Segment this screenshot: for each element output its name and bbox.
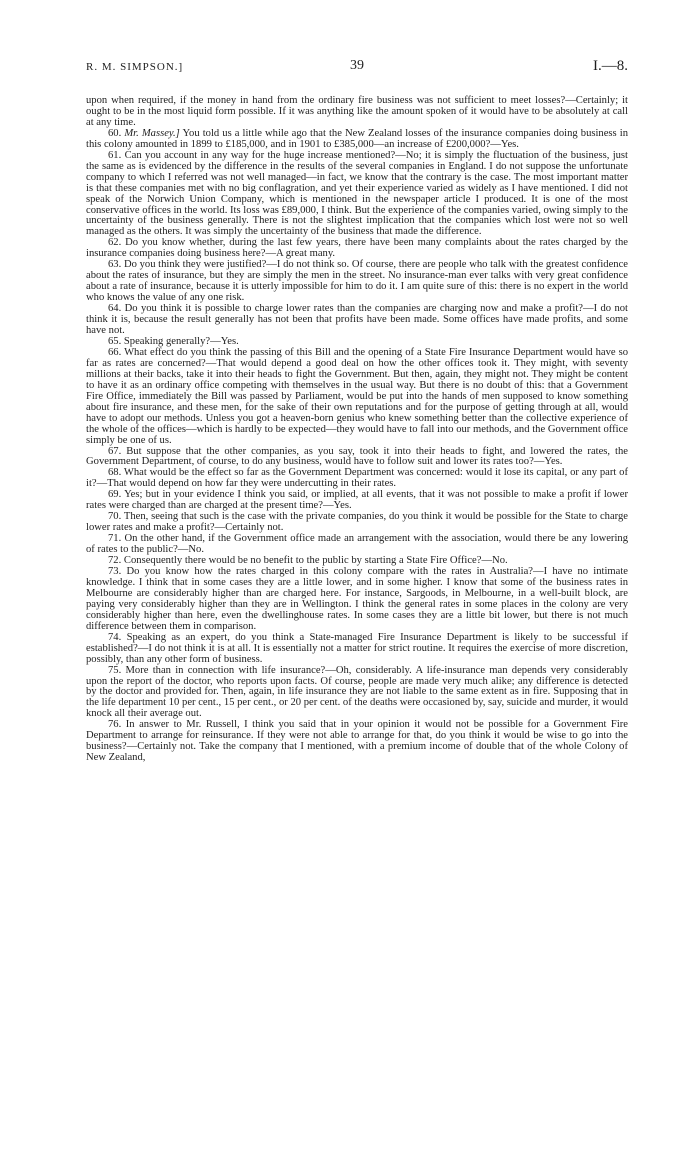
- paragraph-text: But suppose that the other companies, as you say, took it into their heads to fight, and lowered the rates, the Government Department, of course, to do any business, would have to follow suit and lower its rates too?—Yes.: [86, 445, 628, 468]
- question-paragraph: [86, 468, 628, 490]
- paragraph-text: What effect do you think the passing of this Bill and the opening of a State Fire Insurance Department would have so far as rates are concerned?—That would depend a good deal on how the other offices took it. They might, with seventy millions at their backs, take it into their heads to fight the Government. But then, again, they might not. They might be content to have it as an ordinary office competing with themselves in the usual way. But there is no doubt of this: that a Government Fire Office, immediately the Bill was passed by Parliament, would be put into the hands of men supposed to know something about fire insurance, and these men, for the sake of their own reputations and for the purpose of getting through at all, would have to adopt our methods. Unless you got a heaven-born genius who knew something better than the collective experience of the whole of the offices—which is hardly to be expected—they would have to fall into our methods, and the Government office simply be one of us.: [86, 346, 628, 446]
- body-text: [86, 96, 628, 764]
- paragraph-text: More than in connection with life insurance?—Oh, considerably. A life-insurance man depends very considerably upon the report of the doctor, who reports upon facts. Of course, people are made very much alike; any difference is detected by the doctor and provided for. Then, again, in life insurance they are not liable to the same extent as in fire. Supposing that in the life department 10 per cent., 15 per cent., or 20 per cent. of the deaths were occasioned by, say, suicide and murder, it would knock all their average out.: [86, 664, 628, 720]
- paragraph-text: Do you know whether, during the last few years, there have been many complaints about the rates charged by the insurance companies doing business here?—A great many.: [86, 237, 628, 260]
- paragraph-text: Then, seeing that such is the case with the private companies, do you think it would be possible for the State to charge lower rates and make a profit?—Certainly not.: [86, 511, 628, 534]
- page-header: [86, 58, 628, 80]
- paragraph-text: Do you think it is possible to charge lower rates than the companies are charging now and make a profit?—I do not think it is, because the result generally has not been that profits have been made. Some offices have made profits, and some have not.: [86, 303, 628, 337]
- document-reference: I.—8.: [593, 58, 628, 74]
- paragraph-text: Can you account in any way for the huge increase mentioned?—No; it is simply the fluctuation of the business, just the same as is evidenced by the difference in the results of the several companies in England. I do not suppose the unfortunate company to which I referred was not well managed—in fact, we know that the contrary is the case. The most important matter is that these companies met with no big conflagration, and yet their experience varied as widely as I have mentioned. I did not speak of the Norwich Union Company, which is mentioned in the newspaper article I produced. It is one of the most conservative offices in the world. Its loss was £89,000, I think. But the experience of the companies varied, owing simply to the uncertainty of the business generally. There is not the slightest implication that the companies which lost were not so well managed as the others. It was simply the uncertainty of the business that made the difference.: [86, 149, 628, 238]
- question-paragraph: [86, 512, 628, 534]
- paragraph-text: Speaking as an expert, do you think a State-managed Fire Insurance Department is likely to be successful if established?—I do not think it is at all. It is essentially not a matter for strict routine. It requires the exercise of more discretion, possibly, than any other form of business.: [86, 631, 628, 665]
- paragraph-text: Do you know how the rates charged in this colony compare with the rates in Australia?—I have no intimate knowledge. I think that in some cases they are a little lower, and in some higher. I know that some of the business rates in Melbourne are considerably higher than are charged here. For instance, Sargoods, in Melbourne, in a well-built block, are paying very considerably higher than they are in Wellington. I think the general rates in some places in the colony are very considerably higher than here, even the dwellinghouse rates. In some cases they are a little bit lower, but there is not much difference between them in comparison.: [86, 565, 628, 632]
- question-paragraph: [86, 447, 628, 469]
- page-number: 39: [350, 58, 364, 73]
- question-number: 60.: [108, 127, 122, 139]
- question-paragraph: [86, 304, 628, 337]
- question-number: 73.: [108, 565, 122, 577]
- question-number: 72.: [108, 555, 122, 567]
- paragraph-text: Do you think they were justified?—I do not think so. Of course, there are people who talk with the greatest confidence about the rates of insurance, but they are simply the men in the street. No insurance-man ever talks with very great confidence about a rate of insurance, because it is utterly impossible for him to do it. I am quite sure of this: there is no expert in the world who knows the value of any one risk.: [86, 259, 628, 304]
- question-paragraph: [86, 260, 628, 304]
- question-number: 74.: [108, 631, 122, 643]
- question-paragraph: [86, 666, 628, 721]
- question-number: 62.: [108, 237, 122, 249]
- question-number: 70.: [108, 511, 122, 523]
- question-number: 61.: [108, 149, 122, 161]
- continuation-paragraph: [86, 96, 628, 129]
- paragraph-text: Yes; but in your evidence I think you said, or implied, at all events, that it was not possible to make a profit if lower rates were charged than are charged at the present time?—Yes.: [86, 489, 628, 512]
- paragraph-text: Consequently there would be no benefit to the public by starting a State Fire Office?—No.: [123, 555, 508, 567]
- question-number: 67.: [108, 445, 122, 457]
- question-number: 71.: [108, 533, 122, 545]
- question-paragraph: [86, 567, 628, 633]
- paragraph-text: In answer to Mr. Russell, I think you said that in your opinion it would not be possible for a Government Fire Department to arrange for reinsurance. If they were not able to arrange for that, do you think it would be wise to go into the business?—Certainly not. Take the company that I mentioned, with a premium income of double that of the whole Colony of New Zealand,: [86, 719, 628, 764]
- question-paragraph: [86, 348, 628, 447]
- question-paragraph: [86, 720, 628, 764]
- question-number: 68.: [108, 467, 122, 479]
- question-number: 69.: [108, 489, 122, 501]
- question-paragraph: [86, 129, 628, 151]
- paragraph-text: What would be the effect so far as the Government Department was concerned: would it lose its capital, or any part of it?—That would depend on how far they were undercutting in their rates.: [86, 467, 628, 490]
- paragraph-text: Speaking generally?—Yes.: [123, 335, 239, 347]
- question-number: 63.: [108, 259, 122, 271]
- question-paragraph: [86, 534, 628, 556]
- question-paragraph: [86, 238, 628, 260]
- paragraph-text: You told us a little while ago that the New Zealand losses of the insurance companies doing business in this colony amounted in 1899 to £185,000, and in 1901 to £385,000—an increase of £200,000?—Yes.: [86, 127, 628, 150]
- question-paragraph: [86, 633, 628, 666]
- speaker-label: Mr. Massey.]: [124, 127, 180, 139]
- paragraph-text: On the other hand, if the Government office made an arrangement with the association, would there be any lowering of rates to the public?—No.: [86, 533, 628, 556]
- paragraph-text: upon when required, if the money in hand from the ordinary fire business was not sufficient to meet losses?—Certainly; it ought to be in the most liquid form possible. If it was anything like the amount spoken of it would have to be absolutely at call at any time.: [86, 95, 628, 128]
- question-number: 65.: [108, 335, 122, 347]
- question-number: 76.: [108, 719, 122, 731]
- question-paragraph: [86, 151, 628, 239]
- question-number: 66.: [108, 346, 122, 358]
- question-paragraph: [86, 490, 628, 512]
- question-number: 64.: [108, 303, 122, 315]
- header-witness-name: R. M. SIMPSON.]: [86, 61, 184, 73]
- question-number: 75.: [108, 664, 122, 676]
